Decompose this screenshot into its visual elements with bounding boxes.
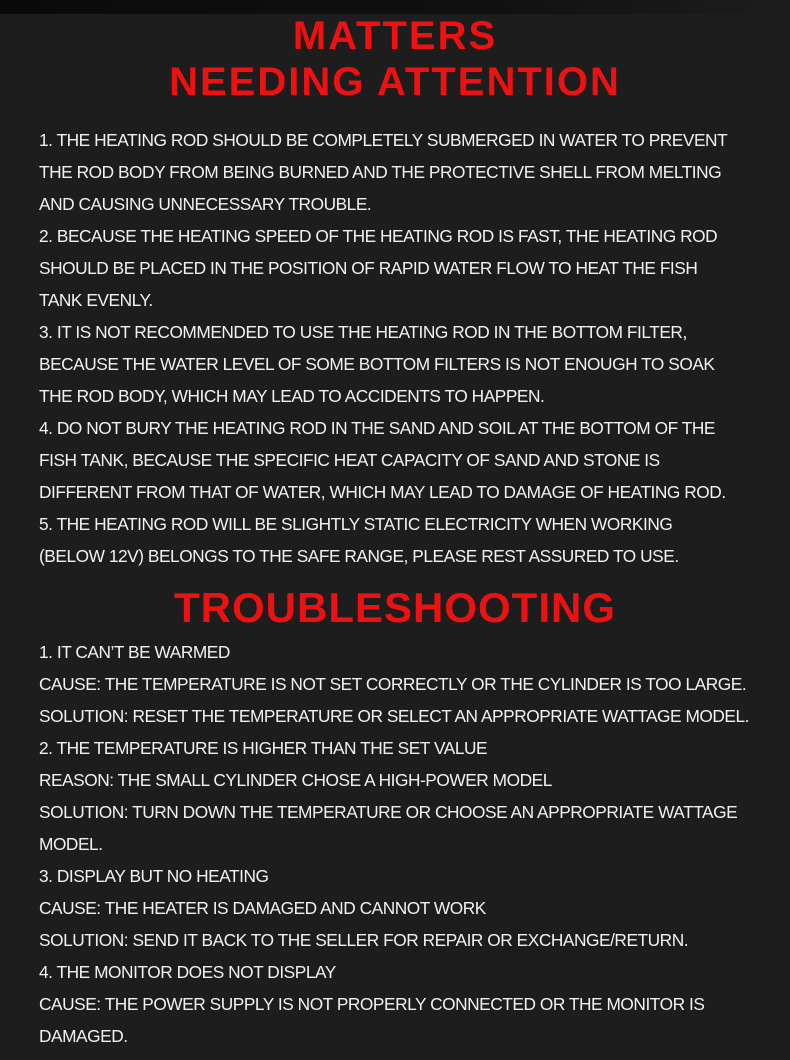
attention-line: BECAUSE THE WATER LEVEL OF SOME BOTTOM FILTERS IS NOT ENOUGH TO SOAK: [39, 354, 715, 374]
attention-line: FISH TANK, BECAUSE THE SPECIFIC HEAT CAPACITY OF SAND AND STONE IS: [39, 450, 660, 470]
troubleshooting-line: SOLUTION: RESET THE TEMPERATURE OR SELECT AN APPROPRIATE WATTAGE MODEL.: [39, 706, 750, 726]
troubleshooting-line: 4. THE MONITOR DOES NOT DISPLAY: [39, 962, 336, 982]
attention-line: 5. THE HEATING ROD WILL BE SLIGHTLY STATIC ELECTRICITY WHEN WORKING: [39, 514, 673, 534]
troubleshooting-line: CAUSE: THE HEATER IS DAMAGED AND CANNOT WORK: [39, 898, 486, 918]
attention-line: THE ROD BODY, WHICH MAY LEAD TO ACCIDENTS TO HAPPEN.: [39, 386, 545, 406]
troubleshooting-line: REASON: THE SMALL CYLINDER CHOSE A HIGH-POWER MODEL: [39, 770, 552, 790]
troubleshooting-line: MODEL.: [39, 834, 103, 854]
matters-title-line2: NEEDING ATTENTION: [169, 60, 621, 104]
matters-title-line1: MATTERS: [292, 14, 498, 58]
attention-line: THE ROD BODY FROM BEING BURNED AND THE PROTECTIVE SHELL FROM MELTING: [39, 162, 722, 182]
troubleshooting-line: DAMAGED.: [39, 1026, 128, 1046]
attention-line: 4. DO NOT BURY THE HEATING ROD IN THE SAND AND SOIL AT THE BOTTOM OF THE: [39, 418, 715, 438]
attention-line: AND CAUSING UNNECESSARY TROUBLE.: [39, 194, 372, 214]
top-dark-band: [0, 0, 790, 14]
troubleshooting-line: CAUSE: THE POWER SUPPLY IS NOT PROPERLY CONNECTED OR THE MONITOR IS: [39, 994, 705, 1014]
attention-line: SHOULD BE PLACED IN THE POSITION OF RAPID WATER FLOW TO HEAT THE FISH: [39, 258, 698, 278]
attention-line: 3. IT IS NOT RECOMMENDED TO USE THE HEATING ROD IN THE BOTTOM FILTER,: [39, 322, 687, 342]
troubleshooting-line: 2. THE TEMPERATURE IS HIGHER THAN THE SET VALUE: [39, 738, 488, 758]
troubleshooting-line: CAUSE: THE TEMPERATURE IS NOT SET CORRECTLY OR THE CYLINDER IS TOO LARGE.: [39, 674, 747, 694]
troubleshooting-line: 3. DISPLAY BUT NO HEATING: [39, 866, 269, 886]
attention-line: TANK EVENLY.: [39, 290, 153, 310]
attention-line: (BELOW 12V) BELONGS TO THE SAFE RANGE, PLEASE REST ASSURED TO USE.: [39, 546, 679, 566]
troubleshooting-line: 1. IT CAN’T BE WARMED: [39, 642, 230, 662]
attention-line: 1. THE HEATING ROD SHOULD BE COMPLETELY SUBMERGED IN WATER TO PREVENT: [39, 130, 728, 150]
troubleshooting-text-block: [39, 636, 779, 1052]
troubleshooting-line: SOLUTION: SEND IT BACK TO THE SELLER FOR REPAIR OR EXCHANGE/RETURN.: [39, 930, 689, 950]
attention-text-block: [39, 124, 779, 572]
attention-line: 2. BECAUSE THE HEATING SPEED OF THE HEATING ROD IS FAST, THE HEATING ROD: [39, 226, 718, 246]
troubleshooting-title: TROUBLESHOOTING: [174, 584, 616, 631]
troubleshooting-line: SOLUTION: TURN DOWN THE TEMPERATURE OR CHOOSE AN APPROPRIATE WATTAGE: [39, 802, 738, 822]
attention-line: DIFFERENT FROM THAT OF WATER, WHICH MAY LEAD TO DAMAGE OF HEATING ROD.: [39, 482, 726, 502]
